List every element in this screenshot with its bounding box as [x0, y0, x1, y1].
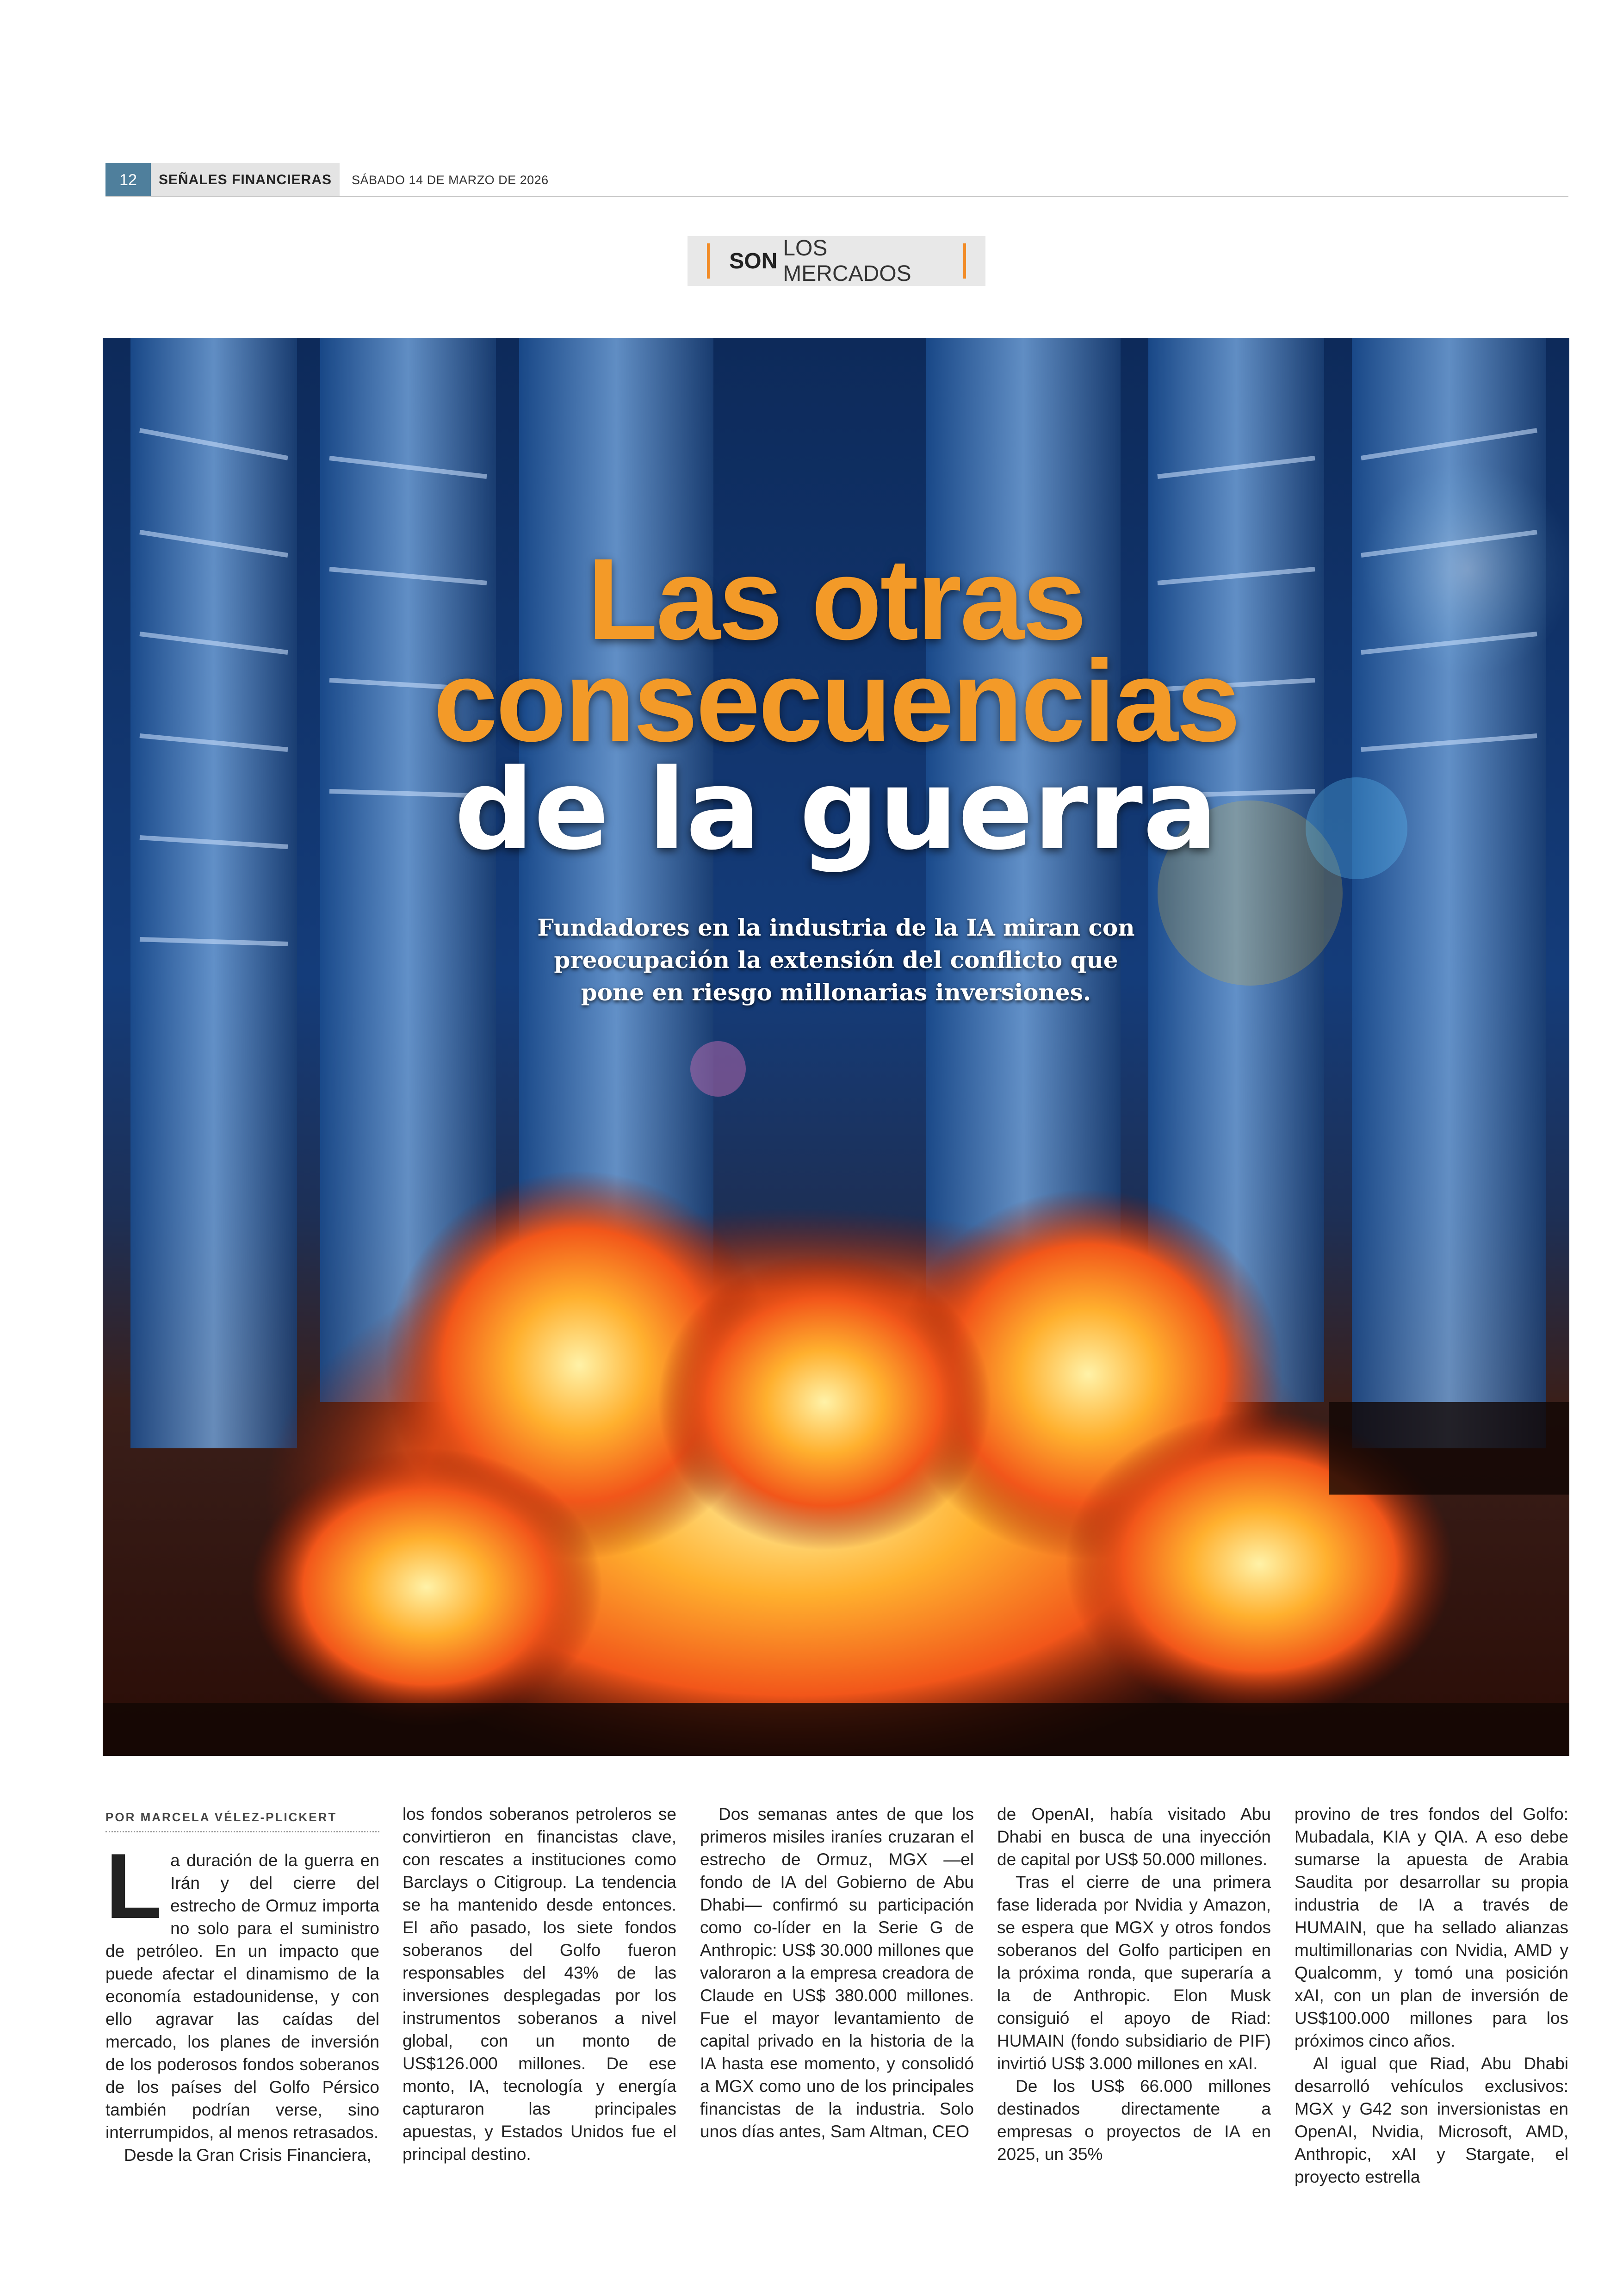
article-column-5: [1295, 1803, 1568, 2188]
headline-line-1: Las otras: [587, 534, 1085, 664]
paragraph: los fondos soberanos petroleros se convirtieron en financistas clave, con rescates a instituciones como Barclays o Citigroup. La tendencia se ha mantenido desde entonces. El año pasado, los siete fondos soberanos del Golfo fueron responsables del 43% de las inversiones desplegadas por los instrumentos soberanos a nivel global, con un monto de US$126.000 millones. De ese monto, IA, tecnología y energía capturaron las principales apuestas, y Estados Unidos fue el principal destino.: [403, 1805, 676, 2164]
page-number: 12: [105, 163, 151, 197]
kicker-rest: LOS MERCADOS: [783, 236, 911, 286]
paragraph: a duración de la guerra en Irán y del cierre del estrecho de Ormuz importa no solo para el suministro de petróleo. En un impacto que puede afectar el dinamismo de la economía estadounidense, y con ello agravar las caídas del mercado, los planes de inversión de los poderosos fondos soberanos de los países del Golfo Pérsico también podrían verse, sino interrumpidos, al menos retrasados.: [105, 1851, 379, 2142]
header-rule: [105, 196, 1568, 197]
paragraph: Al igual que Riad, Abu Dhabi desarrolló vehículos exclusivos: MGX y G42 son inversionistas en OpenAI, Nvidia, Microsoft, AMD, Anthropic, xAI y Stargate, el proyecto estrella: [1295, 2054, 1568, 2186]
kicker-bar-left: [707, 243, 710, 279]
kicker-strong: SON: [729, 248, 778, 273]
paragraph: Desde la Gran Crisis Financiera,: [124, 2146, 372, 2165]
article-column-2: [403, 1803, 676, 2166]
hero-image: [103, 338, 1569, 1756]
byline: POR MARCELA VÉLEZ-PLICKERT: [105, 1810, 379, 1832]
paragraph: Tras el cierre de una primera fase liderada por Nvidia y Amazon, se espera que MGX y otros fondos soberanos del Golfo participen en la próxima ronda, que superaría a la de Anthropic. Elon Musk consiguió el apoyo de Riad: HUMAIN (fondo subsidiario de PIF) invirtió US$ 3.000 millones en xAI.: [997, 1873, 1271, 2073]
article-column-3: [700, 1803, 974, 2143]
issue-date: SÁBADO 14 DE MARZO DE 2026: [352, 173, 549, 187]
article-deck: Fundadores en la industria de la IA miran con preocupación la extensión del conflicto que pone en riesgo millonarias inversiones.: [537, 914, 1135, 1006]
drop-cap: L: [105, 1835, 162, 1938]
article-column-1: [105, 1835, 379, 2166]
headline-line-2: consecuencias: [433, 636, 1239, 765]
paragraph: De los US$ 66.000 millones destinados directamente a empresas o proyectos de IA en 2025, un 35%: [997, 2077, 1271, 2164]
section-name: SEÑALES FINANCIERAS: [151, 163, 340, 197]
article-column-4: [997, 1803, 1271, 2166]
kicker-bar-right: [963, 243, 966, 279]
paragraph: provino de tres fondos del Golfo: Mubadala, KIA y QIA. A eso debe sumarse la apuesta de Arabia Saudita por desarrollar su propia industria de IA a través de HUMAIN, que ha sellado alianzas multimillonarias con Nvidia, AMD y Qualcomm, y tomó una posición xAI, con un plan de inversión de US$100.000 millones para los próximos cinco años.: [1295, 1805, 1568, 2050]
headline-line-3: de la guerra: [454, 745, 1218, 875]
section-kicker: [688, 236, 985, 286]
paragraph: de OpenAI, había visitado Abu Dhabi en busca de una inyección de capital por US$ 50.000 millones.: [997, 1805, 1271, 1869]
paragraph: Dos semanas antes de que los primeros misiles iraníes cruzaran el estrecho de Ormuz, MGX —el fondo de IA del Gobierno de Abu Dhabi— confirmó su participación como co-líder en la Serie G de Anthropic: US$ 30.000 millones que valoraron a la empresa creadora de Claude en US$ 380.000 millones. Fue el mayor levantamiento de capital privado en la historia de la IA hasta ese momento, y consolidó a MGX como uno de los principales financistas de la industria. Solo unos días antes, Sam Altman, CEO: [700, 1805, 974, 2141]
